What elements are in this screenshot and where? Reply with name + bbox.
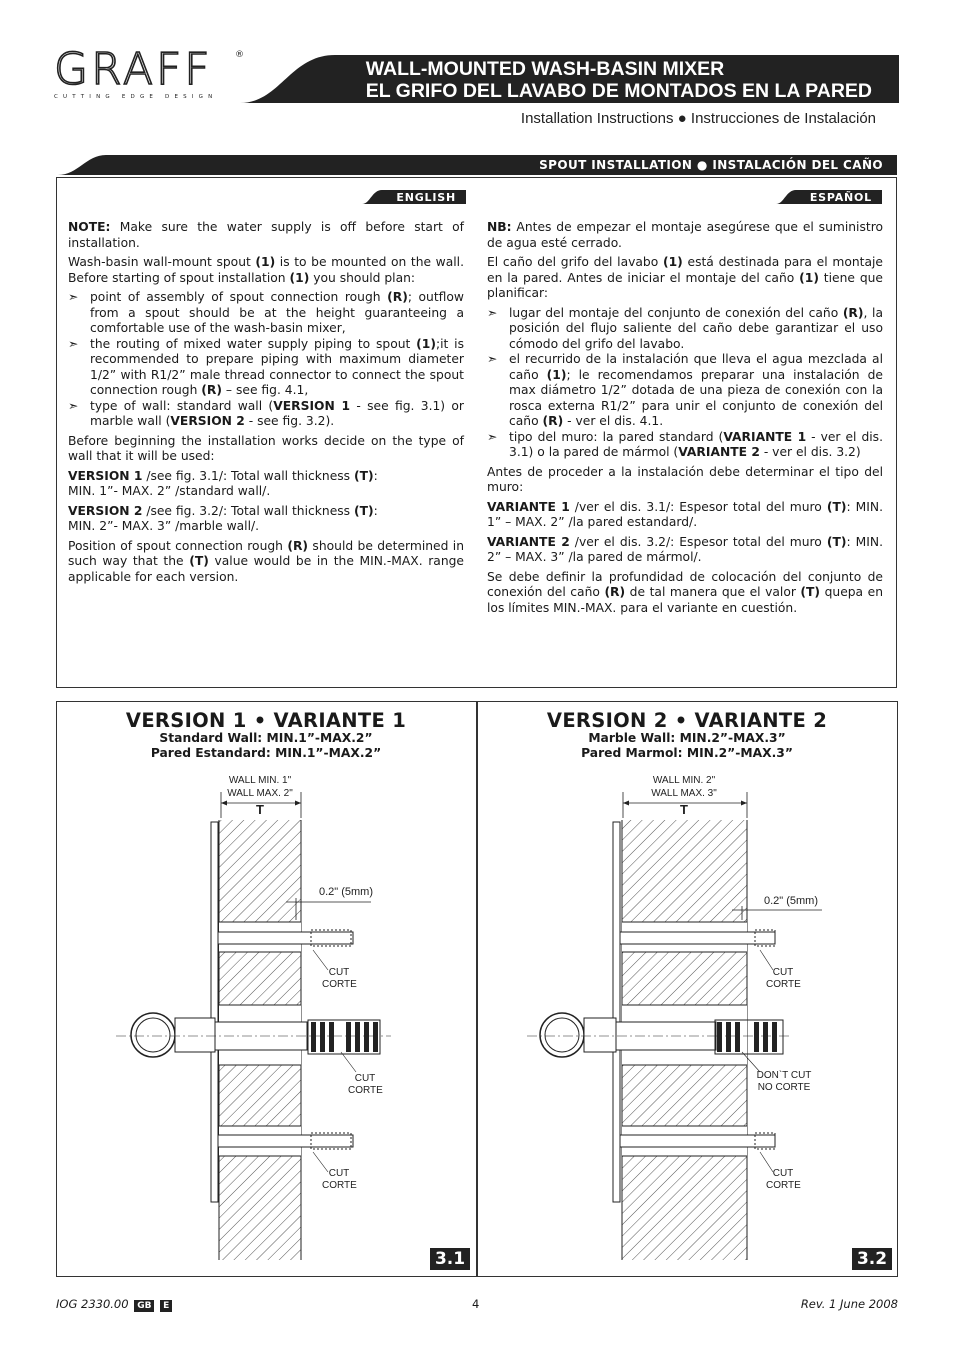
- spanish-wall-type-intro: Antes de proceder a la instalación debe determinar el tipo del muro:: [487, 464, 883, 494]
- list-item: ➣ lugar del montaje del conjunto de conexión del caño (R), la posición del flujo saliente del caño debe garantizar el uso cómodo del grifo del lavabo.: [487, 305, 883, 351]
- arrow-bullet-icon: ➣: [68, 398, 79, 413]
- gap-label: 0.2" (5mm): [763, 895, 819, 907]
- title-banner: [240, 55, 896, 103]
- list-item: ➣ type of wall: standard wall (VERSION 1 - see fig. 3.1) or marble wall (VERSION 2 - see fig. 3.2).: [68, 398, 464, 428]
- english-position-note: Position of spout connection rough (R) should be determined in such way that the (T) value would be in the MIN.-MAX. range applicable for each version.: [68, 538, 464, 584]
- registered-mark: ®: [235, 50, 244, 60]
- figure-3-1-subtitle-en: Standard Wall: MIN.1”-MAX.2”: [159, 731, 373, 745]
- cut-label-middle: CUT CORTE: [348, 1073, 383, 1096]
- cut-label-bottom: CUT CORTE: [322, 1168, 357, 1191]
- thickness-label: T: [680, 802, 688, 817]
- list-item: ➣ el recurrido de la instalación que lleva el agua mezclada al caño (1); le recomendamos preparar una instalación de max diámetro 1/2” dotada de una pieza de conexión con la rosca externa R1/2” para unir el conjunto de conexión del caño (R) - ver el dis. 4.1.: [487, 352, 883, 428]
- footer-doc-code: IOG 2330.00 GB E: [56, 1297, 172, 1312]
- figure-3-1-subtitle-es: Pared Estandard: MIN.1”-MAX.2”: [150, 746, 382, 760]
- title-rule: [896, 55, 899, 103]
- spanish-note: NB: Antes de empezar el montaje asegúrese que el suministro de agua esté cerrado.: [487, 220, 883, 250]
- english-version-2: VERSION 2 /see fig. 3.2/: Total wall thickness (T): MIN. 2”- MAX. 3” /marble wall/.: [68, 503, 378, 533]
- wall-max-label: WALL MAX. 3": [651, 788, 717, 799]
- cut-label-bottom: CUT CORTE: [766, 1168, 801, 1191]
- subtitle: Installation Instructions ● Instrucciones de Instalación: [520, 110, 876, 127]
- english-note: NOTE: Make sure the water supply is off before start of installation.: [68, 220, 464, 250]
- spanish-position-note: Se debe definir la profundidad de colocación del conjunto de conexión del caño (R) de tal manera que el valor (T) quepa en los límites MIN.-MAX. para el variante en cuestión.: [487, 569, 883, 615]
- title-line-spanish: EL GRIFO DEL LAVABO DE MONTADOS EN LA PARED: [365, 80, 872, 102]
- english-version-1: VERSION 1 /see fig. 3.1/: Total wall thickness (T): MIN. 1”- MAX. 2” /standard wall/.: [68, 468, 378, 498]
- language-tag-gb: GB: [134, 1300, 154, 1312]
- english-tab: [362, 190, 466, 204]
- graff-logo: [54, 44, 244, 100]
- english-intro: Wash-basin wall-mount spout (1) is to be mounted on the wall. Before starting of spout installation (1) you should plan:: [68, 255, 464, 285]
- figure-3-2-drawing: [477, 770, 896, 1270]
- spanish-plan-list: [487, 306, 883, 461]
- figure-3-2-subtitle-es: Pared Marmol: MIN.2”-MAX.3”: [581, 746, 793, 760]
- list-item: ➣ tipo del muro: la pared standard (VARIANTE 1 - ver el dis. 3.1) o la pared de mármol (VARIANTE 2 - ver el dis. 3.2): [487, 429, 883, 459]
- english-column: [68, 220, 464, 589]
- spanish-column: [487, 220, 883, 620]
- arrow-bullet-icon: ➣: [487, 305, 498, 320]
- list-item: ➣ the routing of mixed water supply piping to spout (1);it is recommended to prepare piping with maximum diameter 1/2” with R1/2” male thread connector to connect the spout connection rough (R) – see fig. 4.1,: [68, 336, 464, 397]
- dont-cut-label: DON`T CUT NO CORTE: [756, 1070, 812, 1093]
- title-line-english: WALL-MOUNTED WASH-BASIN MIXER: [365, 58, 725, 80]
- figure-3-2-title: VERSION 2 • VARIANTE 2: [546, 709, 828, 732]
- arrow-bullet-icon: ➣: [68, 290, 79, 304]
- arrow-bullet-icon: ➣: [487, 352, 498, 366]
- section-title: SPOUT INSTALLATION ● INSTALACIÓN DEL CAÑO: [539, 158, 883, 172]
- section-banner: [58, 155, 895, 175]
- spanish-tab-label: ESPAÑOL: [809, 191, 872, 204]
- cut-label-top: CUT CORTE: [766, 967, 801, 990]
- cut-label-top: CUT CORTE: [322, 967, 357, 990]
- figure-3-2-subtitle-en: Marble Wall: MIN.2”-MAX.3”: [588, 731, 786, 745]
- page-number: 4: [472, 1297, 480, 1311]
- revision-date: Rev. 1 June 2008: [800, 1297, 898, 1311]
- figure-3-1-title: VERSION 1 • VARIANTE 1: [125, 709, 407, 732]
- brand-tagline: CUTTING EDGE DESIGN: [54, 94, 218, 100]
- spanish-variant-1: VARIANTE 1 /ver el dis. 3.1/: Espesor total del muro (T): MIN. 1” – MAX. 2” /la pared estandard/.: [487, 499, 884, 529]
- spanish-intro: El caño del grifo del lavabo (1) está destinada para el montaje en la pared. Antes de iniciar el montaje del caño (1) tiene que planificar:: [487, 255, 883, 300]
- document-title: [366, 58, 872, 102]
- arrow-bullet-icon: ➣: [487, 429, 498, 444]
- gap-label: 0.2" (5mm): [318, 886, 374, 898]
- wall-max-label: WALL MAX. 2": [227, 788, 293, 799]
- spanish-variant-2: VARIANTE 2 /ver el dis. 3.2/: Espesor total del muro (T): MIN. 2” – MAX. 3” /la pared de mármol/.: [487, 534, 884, 564]
- language-tag-e: E: [160, 1300, 172, 1312]
- figure-3-1-badge: 3.1: [430, 1248, 470, 1270]
- thickness-label: T: [256, 802, 264, 817]
- english-plan-list: [68, 290, 464, 430]
- arrow-bullet-icon: ➣: [68, 336, 79, 351]
- figure-3-1-drawing: [56, 770, 475, 1270]
- spanish-tab: [776, 190, 882, 204]
- section-rule: [895, 155, 897, 175]
- wall-min-label: WALL MIN. 2": [652, 775, 716, 786]
- wall-min-label: WALL MIN. 1": [228, 775, 292, 786]
- english-tab-label: ENGLISH: [396, 191, 456, 204]
- list-item: ➣ point of assembly of spout connection rough (R); outflow from a spout should be at the height guaranteeing a comfortable use of the wash-basin mixer,: [68, 290, 464, 335]
- figure-3-2-badge: 3.2: [852, 1248, 892, 1270]
- english-wall-type-intro: Before beginning the installation works decide on the type of wall that it will be used:: [68, 433, 464, 463]
- brand-name: GRAFF: [54, 44, 213, 95]
